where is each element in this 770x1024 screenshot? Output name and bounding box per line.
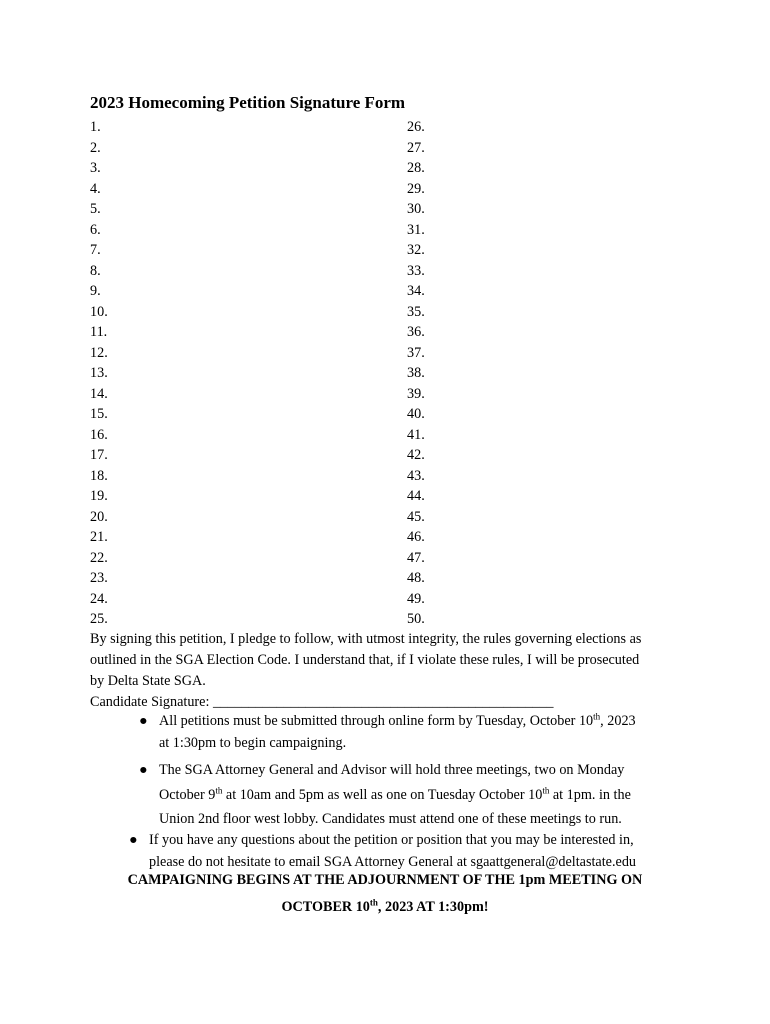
signature-line-number: 38. [407, 365, 425, 381]
bullet-text: please do not hesitate to email SGA Attorney General at sgaattgeneral@deltastate.edu [149, 853, 637, 870]
campaign-notice-line [0, 896, 770, 919]
signature-line-number: 49. [407, 590, 425, 607]
signature-line-number: 16. [90, 426, 108, 443]
pledge-line: by Delta State SGA. [90, 673, 206, 689]
signature-line-number: 39. [407, 385, 425, 402]
signature-line-number: 36. [407, 324, 425, 340]
signature-line-number: 5. [90, 201, 101, 217]
pledge-paragraph [90, 629, 690, 713]
signature-line-number: 17. [90, 447, 108, 463]
signature-line-number: 22. [90, 549, 108, 566]
instruction-bullet [139, 760, 631, 830]
signature-line-number: 32. [407, 242, 425, 258]
signature-list-right [407, 117, 425, 630]
signature-line-number: 44. [407, 488, 425, 504]
candidate-signature-row [90, 692, 690, 713]
bullet-text: If you have any questions about the petition or position that you may be interested in, [149, 832, 634, 848]
signature-line-number: 27. [407, 139, 425, 156]
signature-line-number: 4. [90, 180, 101, 197]
candidate-signature-label: Candidate Signature: [90, 694, 213, 710]
signature-line-number: 21. [90, 529, 108, 545]
signature-line-number: 20. [90, 508, 108, 525]
signature-line-number: 3. [90, 160, 101, 176]
campaign-notice-line: CAMPAIGNING BEGINS AT THE ADJOURNMENT OF THE 1pm MEETING ON [127, 872, 643, 888]
bullet-text: at 1pm. in the [549, 786, 631, 803]
signature-line-number: 9. [90, 283, 101, 299]
superscript: th [593, 711, 601, 722]
signature-line-number: 33. [407, 262, 425, 279]
signature-line-number: 35. [407, 303, 425, 320]
superscript: th [215, 784, 223, 795]
campaign-notice-text: OCTOBER 10 [281, 899, 370, 915]
signature-line-number: 34. [407, 283, 425, 299]
bullet-dot-icon: ● [129, 832, 138, 848]
signature-line-number: 28. [407, 160, 425, 176]
signature-line-number: 31. [407, 221, 425, 238]
bullet-text: October 9 [159, 786, 216, 803]
candidate-signature-line: ________________________________________________ [212, 694, 554, 710]
signature-line-number: 46. [407, 529, 425, 545]
signature-line-number: 47. [407, 549, 425, 566]
signature-line-number: 41. [407, 426, 425, 443]
bullet-text: at 1:30pm to begin campaigning. [159, 734, 347, 751]
signature-line-number: 23. [90, 570, 108, 586]
pledge-line: outlined in the SGA Election Code. I understand that, if I violate these rules, I will be prosecuted [90, 652, 640, 668]
signature-line-number: 13. [90, 365, 108, 381]
pledge-line: By signing this petition, I pledge to follow, with utmost integrity, the rules governing elections as [90, 631, 642, 647]
signature-line-number: 12. [90, 344, 108, 361]
bullet-text: , 2023 [600, 713, 636, 729]
signature-line-number: 42. [407, 447, 425, 463]
signature-line-number: 7. [90, 242, 101, 258]
superscript: th [542, 784, 550, 795]
signature-line-number: 8. [90, 262, 101, 279]
signature-line-number: 1. [90, 119, 101, 135]
instruction-bullet [139, 711, 636, 754]
form-title: 2023 Homecoming Petition Signature Form [90, 93, 406, 112]
signature-line-number: 19. [90, 488, 108, 504]
signature-line-number: 26. [407, 119, 425, 135]
campaign-notice-text: , 2023 AT 1:30pm! [377, 899, 489, 915]
bullet-text: The SGA Attorney General and Advisor will hold three meetings, two on Monday [159, 762, 625, 778]
signature-line-number: 6. [90, 221, 101, 238]
signature-line-number: 11. [90, 324, 108, 340]
bullet-dot-icon: ● [139, 762, 148, 778]
signature-line-number: 29. [407, 180, 425, 197]
superscript: th [369, 897, 378, 908]
signature-line-number: 48. [407, 570, 425, 586]
signature-line-number: 45. [407, 508, 425, 525]
signature-line-number: 43. [407, 467, 425, 484]
instruction-bullet [129, 830, 637, 873]
signature-line-number: 15. [90, 406, 108, 422]
signature-line-number: 10. [90, 303, 108, 320]
bullet-text: at 10am and 5pm as well as one on Tuesday October 10 [222, 786, 543, 803]
signature-line-number: 25. [90, 611, 108, 627]
signature-line-number: 24. [90, 590, 108, 607]
signature-line-number: 14. [90, 385, 108, 402]
signature-list-left [90, 117, 108, 630]
bullet-dot-icon: ● [139, 713, 148, 729]
signature-line-number: 30. [407, 201, 425, 217]
bullet-text: Union 2nd floor west lobby. Candidates must attend one of these meetings to run. [159, 810, 622, 827]
signature-line-number: 50. [407, 611, 425, 627]
bullet-text: All petitions must be submitted through online form by Tuesday, October 10 [159, 713, 594, 729]
signature-line-number: 2. [90, 139, 101, 156]
signature-line-number: 40. [407, 406, 425, 422]
signature-line-number: 18. [90, 467, 108, 484]
signature-line-number: 37. [407, 344, 425, 361]
campaign-notice [0, 869, 770, 919]
